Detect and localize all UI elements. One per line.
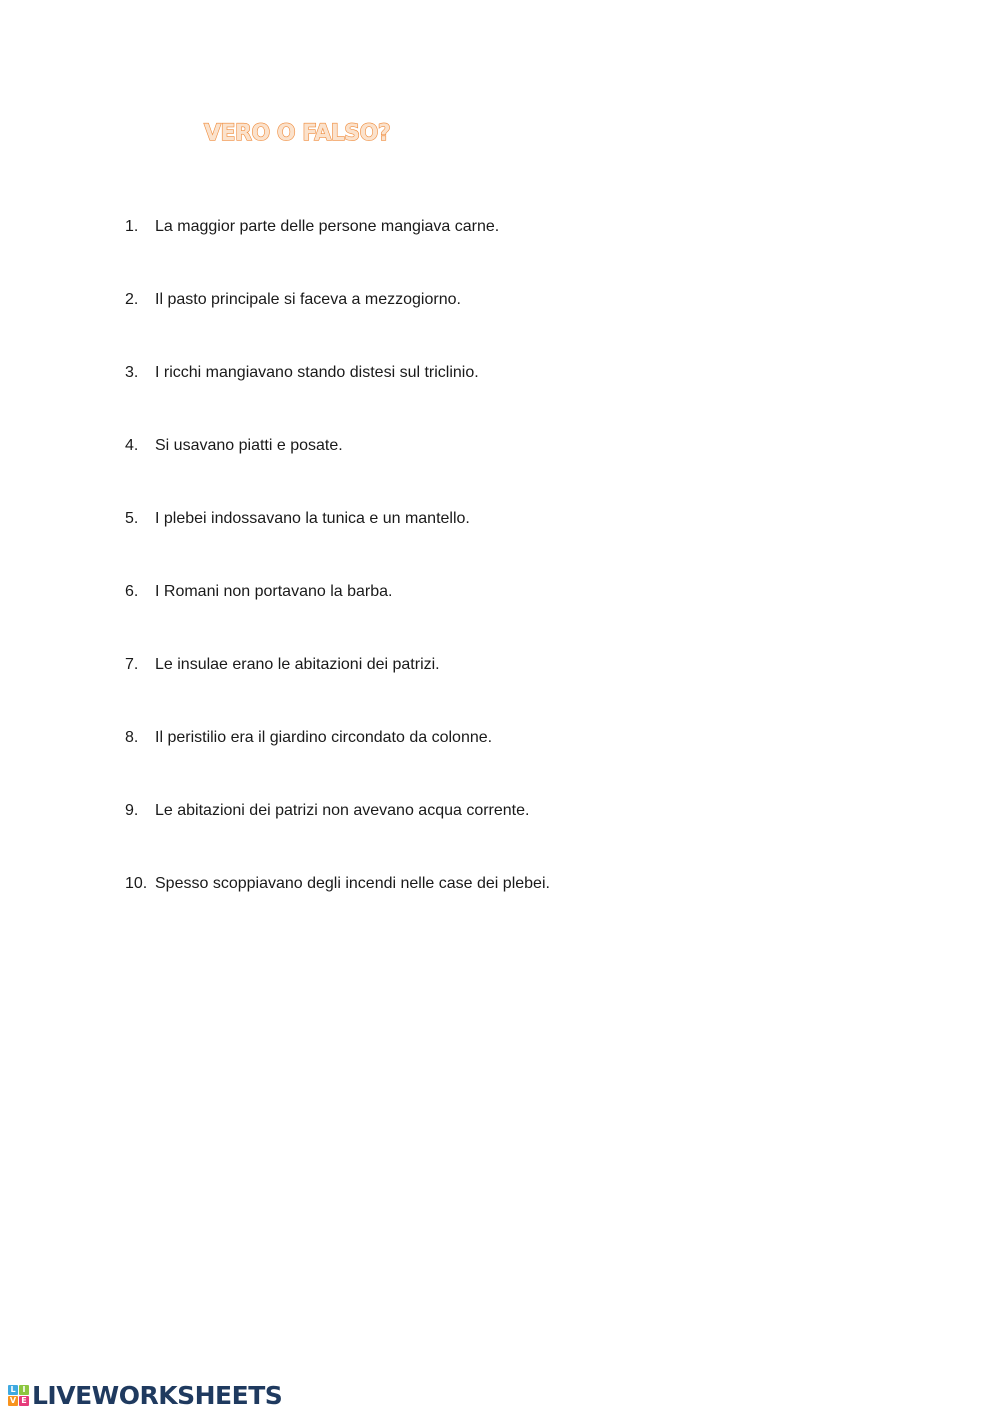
question-item xyxy=(125,726,492,750)
question-item xyxy=(125,507,470,531)
question-text: Le abitazioni dei patrizi non avevano acqua corrente. xyxy=(155,802,530,819)
question-text: Le insulae erano le abitazioni dei patrizi. xyxy=(155,656,440,673)
question-number: 7. xyxy=(125,656,139,673)
question-number: 8. xyxy=(125,729,139,746)
question-number: 6. xyxy=(125,583,139,600)
question-number: 2. xyxy=(125,291,139,308)
question-text: Si usavano piatti e posate. xyxy=(155,437,343,454)
question-item xyxy=(125,799,529,823)
question-number: 4. xyxy=(125,437,139,454)
question-item xyxy=(125,434,343,458)
question-item xyxy=(125,215,499,239)
question-text: Il pasto principale si faceva a mezzogiorno. xyxy=(155,291,461,308)
question-text: I Romani non portavano la barba. xyxy=(155,583,393,600)
logo-square: V xyxy=(9,1395,17,1405)
question-text: Spesso scoppiavano degli incendi nelle case dei plebei. xyxy=(155,875,550,892)
question-text: La maggior parte delle persone mangiava carne. xyxy=(155,218,500,235)
worksheet-title-text: VERO O FALSO? xyxy=(204,121,391,146)
question-number: 5. xyxy=(125,510,139,527)
logo-text: LIVEWORKSHEETS xyxy=(32,1380,283,1410)
logo-square: I xyxy=(19,1385,29,1395)
liveworksheets-logo xyxy=(8,1380,282,1410)
question-number: 3. xyxy=(125,364,139,381)
question-item xyxy=(125,653,440,677)
question-item xyxy=(125,872,550,896)
question-text: Il peristilio era il giardino circondato da colonne. xyxy=(155,729,493,746)
question-number: 9. xyxy=(125,802,139,819)
question-item xyxy=(125,288,461,312)
worksheet-title xyxy=(204,121,390,146)
question-number: 1. xyxy=(125,218,139,235)
question-text: I plebei indossavano la tunica e un mantello. xyxy=(155,510,470,527)
logo-squares-icon xyxy=(8,1385,29,1406)
question-item xyxy=(125,361,479,385)
logo-square: E xyxy=(19,1396,29,1406)
question-text: I ricchi mangiavano stando distesi sul triclinio. xyxy=(155,364,479,381)
question-item xyxy=(125,580,392,604)
logo-square: L xyxy=(8,1385,18,1395)
question-number: 10. xyxy=(125,875,148,892)
